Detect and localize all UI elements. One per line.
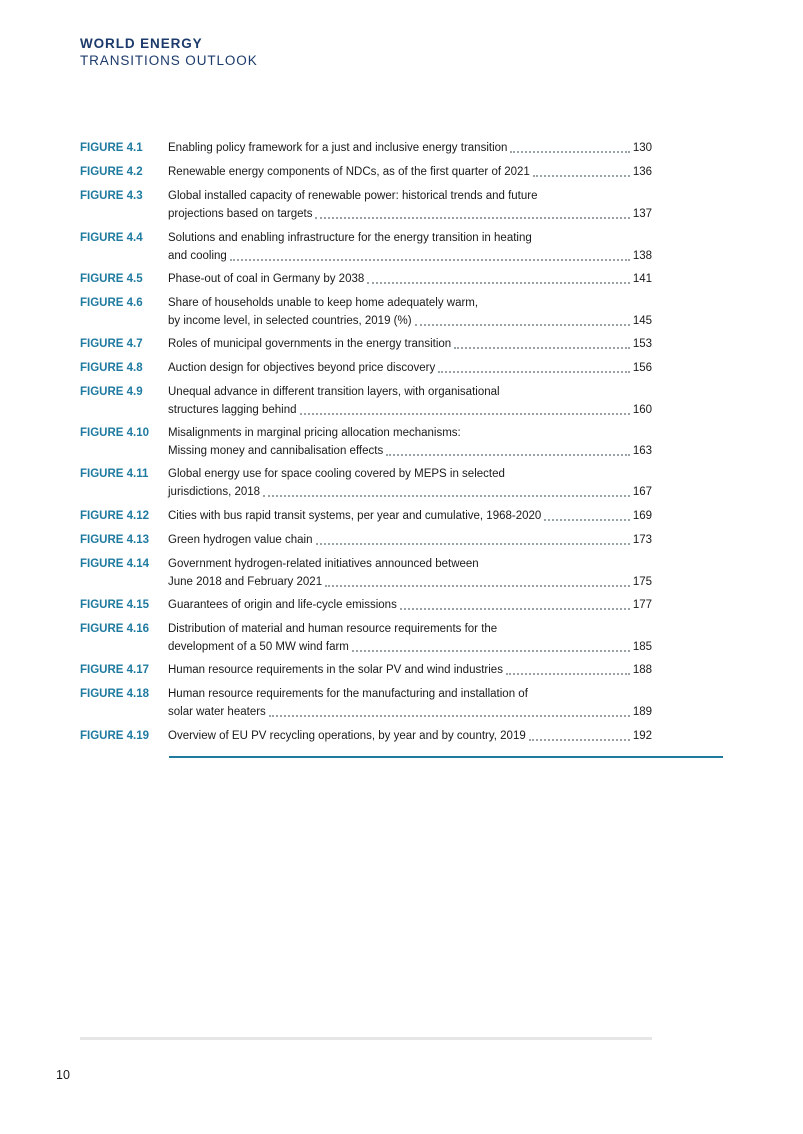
figure-title-line: Solutions and enabling infrastructure for the energy transition in heating (168, 232, 532, 244)
page-reference: 156 (632, 362, 652, 374)
figure-entry[interactable] (80, 270, 652, 288)
page-reference: 188 (632, 664, 652, 676)
figure-label: FIGURE 4.12 (80, 510, 150, 522)
page-reference: 130 (632, 142, 652, 154)
figure-label: FIGURE 4.10 (80, 427, 150, 439)
page-reference: 153 (632, 338, 652, 350)
figure-label: FIGURE 4.7 (80, 338, 143, 350)
dot-leader (510, 151, 629, 153)
figure-entry[interactable] (80, 383, 652, 419)
figure-title-line: Guarantees of origin and life-cycle emissions (168, 599, 397, 611)
page-reference: 169 (632, 510, 652, 522)
page-reference: 163 (632, 445, 652, 457)
page-reference: 136 (632, 166, 652, 178)
dot-leader (269, 715, 630, 717)
figure-title-line: structures lagging behind (168, 404, 297, 416)
figure-title-line: jurisdictions, 2018 (168, 486, 261, 498)
figure-entry[interactable] (80, 229, 652, 265)
section-divider (169, 756, 723, 758)
dot-leader (352, 650, 630, 652)
footer-divider (80, 1037, 652, 1040)
page-reference: 145 (632, 315, 652, 327)
figure-entry[interactable] (80, 465, 652, 501)
figure-title-line: Share of households unable to keep home adequately warm, (168, 297, 479, 309)
header-title-light: TRANSITIONS OUTLOOK (80, 53, 258, 68)
header-title-bold: WORLD ENERGY (80, 36, 203, 51)
dot-leader (454, 347, 630, 349)
page-reference: 160 (632, 404, 652, 416)
figure-label: FIGURE 4.19 (80, 730, 150, 742)
dot-leader (533, 175, 630, 177)
figure-label: FIGURE 4.4 (80, 232, 143, 244)
dot-leader (367, 282, 630, 284)
page-reference: 175 (632, 576, 652, 588)
figure-label: FIGURE 4.13 (80, 534, 150, 546)
dot-leader (544, 519, 630, 521)
dot-leader (263, 495, 630, 497)
figure-title-line: Government hydrogen-related initiatives announced between (168, 558, 479, 570)
figure-entry[interactable] (80, 359, 652, 377)
figure-title-line: Green hydrogen value chain (168, 534, 313, 546)
figure-entry[interactable] (80, 685, 652, 721)
figure-label: FIGURE 4.16 (80, 623, 150, 635)
figure-label: FIGURE 4.6 (80, 297, 143, 309)
page-reference: 192 (632, 730, 652, 742)
dot-leader (415, 324, 630, 326)
figure-title-line: projections based on targets (168, 208, 313, 220)
figure-title-line: and cooling (168, 250, 227, 262)
figure-entry[interactable] (80, 163, 652, 181)
figure-title-line: by income level, in selected countries, 2019 (%) (168, 315, 412, 327)
figure-entry[interactable] (80, 187, 652, 223)
figure-title-line: Misalignments in marginal pricing allocation mechanisms: (168, 427, 461, 439)
figure-title-line: Overview of EU PV recycling operations, by year and by country, 2019 (168, 730, 526, 742)
figure-label: FIGURE 4.9 (80, 386, 143, 398)
dot-leader (506, 673, 630, 675)
figure-entry[interactable] (80, 661, 652, 679)
figure-label: FIGURE 4.11 (80, 468, 149, 480)
page-number: 10 (56, 1068, 70, 1082)
figure-title-line: Phase-out of coal in Germany by 2038 (168, 273, 365, 285)
figure-title-line: Human resource requirements in the solar PV and wind industries (168, 664, 503, 676)
figure-title-line: Unequal advance in different transition layers, with organisational (168, 386, 500, 398)
figure-label: FIGURE 4.14 (80, 558, 150, 570)
figure-label: FIGURE 4.18 (80, 688, 150, 700)
figure-title-line: development of a 50 MW wind farm (168, 641, 349, 653)
figure-entry[interactable] (80, 507, 652, 525)
figure-entry[interactable] (80, 424, 652, 460)
figure-title-line: Cities with bus rapid transit systems, per year and cumulative, 1968-2020 (168, 510, 542, 522)
page-reference: 185 (632, 641, 652, 653)
figure-title-line: Auction design for objectives beyond price discovery (168, 362, 436, 374)
figure-title-line: Human resource requirements for the manufacturing and installation of (168, 688, 528, 700)
figure-label: FIGURE 4.2 (80, 166, 143, 178)
page-reference: 167 (632, 486, 652, 498)
figure-label: FIGURE 4.17 (80, 664, 150, 676)
figure-entry[interactable] (80, 596, 652, 614)
page-reference: 141 (632, 273, 652, 285)
figure-entry[interactable] (80, 555, 652, 591)
dot-leader (230, 259, 630, 261)
figure-label: FIGURE 4.5 (80, 273, 143, 285)
figure-title-line: Renewable energy components of NDCs, as of the first quarter of 2021 (168, 166, 530, 178)
figure-title-line: June 2018 and February 2021 (168, 576, 323, 588)
figure-title-line: Roles of municipal governments in the energy transition (168, 338, 452, 350)
figure-title-line: solar water heaters (168, 706, 266, 718)
dot-leader (386, 454, 630, 456)
figure-title-line: Distribution of material and human resource requirements for the (168, 623, 498, 635)
page-reference: 138 (632, 250, 652, 262)
figure-entry[interactable] (80, 335, 652, 353)
page-reference: 137 (632, 208, 652, 220)
figure-entry[interactable] (80, 620, 652, 656)
figure-entry[interactable] (80, 139, 652, 157)
figure-entry[interactable] (80, 727, 652, 745)
dot-leader (316, 543, 630, 545)
document-header (80, 36, 258, 69)
figure-title-line: Global installed capacity of renewable power: historical trends and future (168, 190, 538, 202)
figure-label: FIGURE 4.15 (80, 599, 150, 611)
figure-entry[interactable] (80, 294, 652, 330)
dot-leader (315, 217, 629, 219)
figure-title-line: Missing money and cannibalisation effects (168, 445, 384, 457)
dot-leader (529, 739, 630, 741)
page-reference: 177 (632, 599, 652, 611)
figure-label: FIGURE 4.8 (80, 362, 143, 374)
figure-label: FIGURE 4.1 (80, 142, 143, 154)
figure-title-line: Enabling policy framework for a just and inclusive energy transition (168, 142, 508, 154)
dot-leader (438, 371, 630, 373)
list-of-figures (80, 139, 652, 745)
page-reference: 173 (632, 534, 652, 546)
dot-leader (400, 608, 630, 610)
figure-label: FIGURE 4.3 (80, 190, 143, 202)
figure-entry[interactable] (80, 531, 652, 549)
page-reference: 189 (632, 706, 652, 718)
dot-leader (300, 413, 630, 415)
dot-leader (325, 585, 630, 587)
figure-title-line: Global energy use for space cooling covered by MEPS in selected (168, 468, 505, 480)
